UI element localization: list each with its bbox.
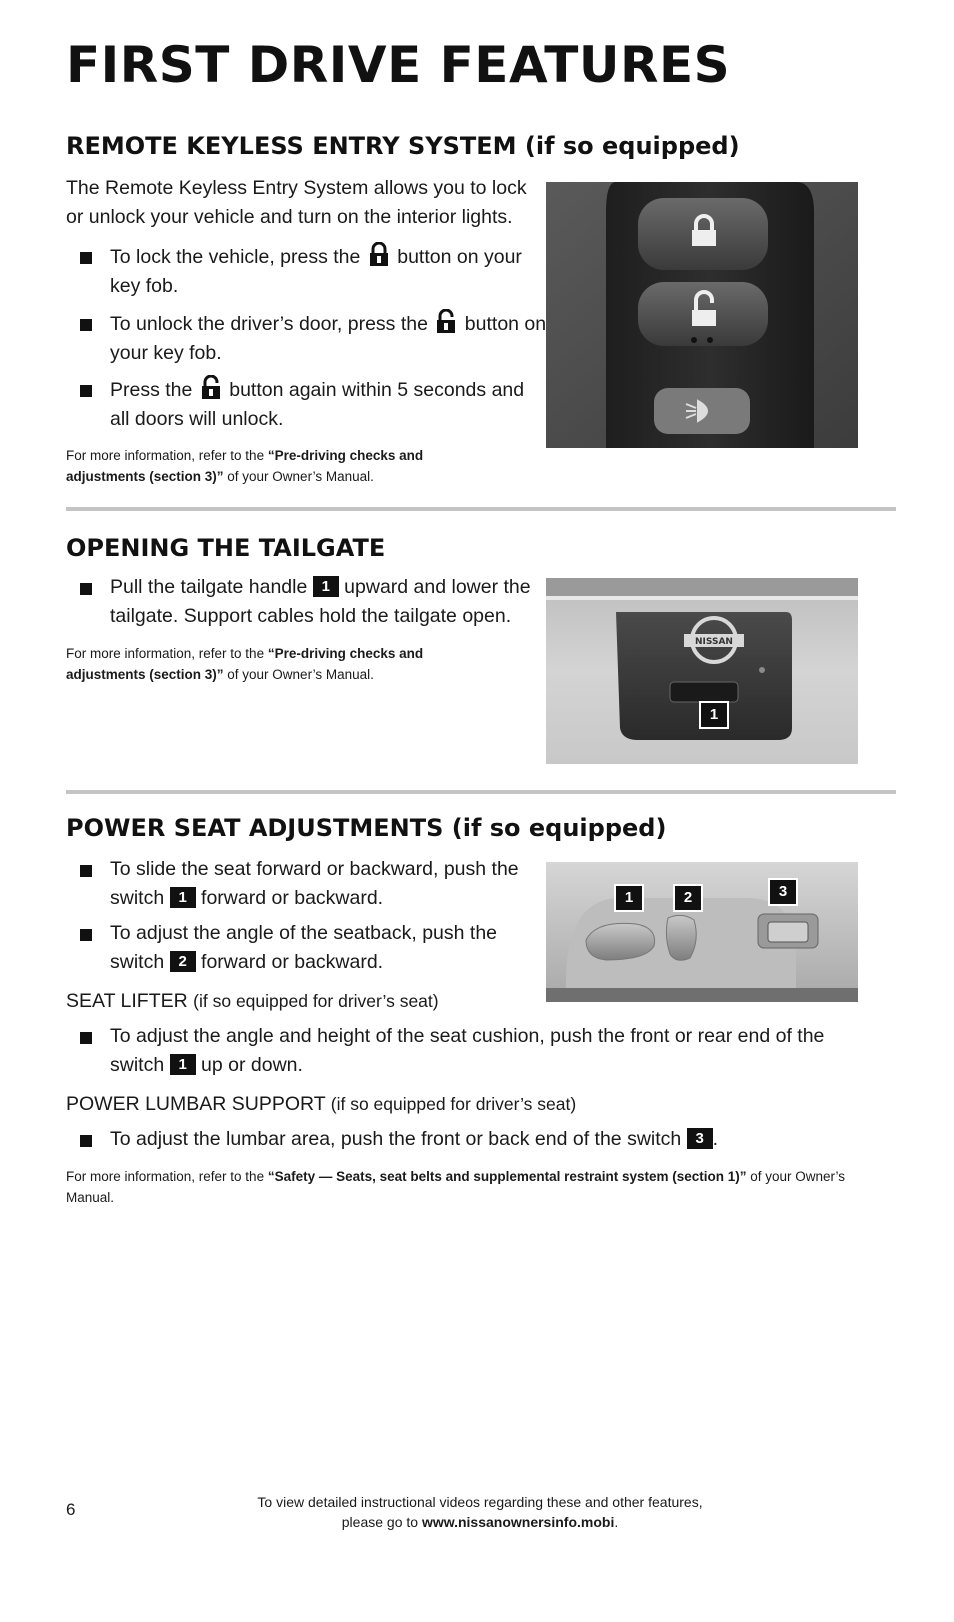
section-divider (66, 790, 896, 794)
tailgate-more-info (66, 643, 486, 685)
key-fob-photo (546, 182, 858, 448)
bullet-seatback-text-b: forward or backward. (201, 951, 384, 973)
section-heading-tailgate: OPENING THE TAILGATE (66, 534, 386, 562)
bullet-lifter-text-b: up or down. (201, 1054, 303, 1076)
bullet-unlock-all-text-a: Press the (110, 379, 193, 401)
seat-lifter-heading (66, 987, 439, 1016)
bullet-tailgate-text-a: Pull the tailgate handle (110, 576, 308, 598)
bullet-tailgate-text-b: upward and lower the tailgate. Support cables hold the tailgate open. (110, 576, 531, 627)
bullet-lock-text-b: button on your key fob. (110, 246, 522, 297)
lock-icon (368, 242, 390, 266)
footer-line2 (150, 1512, 810, 1532)
seat-lifter-qualifier: (if so equipped for driver’s seat) (193, 991, 439, 1011)
bullet-square (80, 1135, 92, 1147)
seat-lifter-title: SEAT LIFTER (66, 990, 188, 1012)
bullet-square (80, 929, 92, 941)
bullet-unlock-all-text-b: button again within 5 seconds and all doors will unlock. (110, 379, 525, 430)
tailgate-callout-1: 1 (699, 701, 729, 729)
bullet-lock-text-a: To lock the vehicle, press the (110, 246, 361, 268)
tailgate-photo (546, 578, 858, 764)
seat-callout-1: 1 (614, 884, 644, 912)
bullet-seatback-text-a: To adjust the angle of the seatback, push the switch (110, 922, 498, 973)
bullet-lumbar-text-b: . (712, 1128, 719, 1150)
section-heading-power-seat: POWER SEAT ADJUSTMENTS (if so equipped) (66, 814, 667, 842)
note-reference: “Pre-driving checks and adjustments (section 3)” (66, 646, 424, 682)
svg-text:NISSAN: NISSAN (695, 637, 733, 647)
note-reference: “Pre-driving checks and adjustments (section 3)” (66, 448, 424, 484)
bullet-square (80, 252, 92, 264)
callout-number: 2 (170, 951, 196, 972)
lumbar-qualifier: (if so equipped for driver’s seat) (330, 1094, 577, 1114)
keyless-more-info (66, 445, 486, 487)
section-divider (66, 507, 896, 511)
unlock-icon (435, 309, 457, 333)
footer-line2-prefix: please go to (341, 1514, 422, 1530)
seat-callout-3: 3 (768, 878, 798, 906)
bullet-unlock-text-a: To unlock the driver’s door, press the (110, 313, 428, 335)
unlock-icon (200, 375, 222, 399)
note-suffix: of your Owner’s Manual. (66, 1169, 846, 1205)
lumbar-title: POWER LUMBAR SUPPORT (66, 1093, 326, 1115)
bullet-lifter-text-a: To adjust the angle and height of the seat cushion, push the front or rear end of the switch (110, 1025, 825, 1076)
lumbar-heading (66, 1090, 576, 1119)
footer (150, 1492, 810, 1532)
section-heading-keyless-entry: REMOTE KEYLESS ENTRY SYSTEM (if so equipped) (66, 132, 740, 160)
callout-number: 3 (687, 1128, 713, 1149)
seat-callout-2: 2 (673, 884, 703, 912)
footer-url-link[interactable]: www.nissanownersinfo.mobi (421, 1514, 615, 1530)
callout-number: 1 (170, 1054, 196, 1075)
bullet-square (80, 319, 92, 331)
note-reference: “Safety — Seats, seat belts and supplemental restraint system (section 1)” (267, 1169, 747, 1184)
page-number: 6 (66, 1500, 76, 1519)
page-title: FIRST DRIVE FEATURES (66, 36, 731, 94)
bullet-unlock-text-b: button on your key fob. (110, 313, 547, 364)
seat-controls-photo (546, 862, 858, 1002)
note-suffix: of your Owner’s Manual. (223, 667, 374, 682)
footer-line2-suffix: . (614, 1514, 619, 1530)
bullet-slide-text-b: forward or backward. (201, 887, 384, 909)
note-prefix: For more information, refer to the (66, 1169, 268, 1184)
callout-number: 1 (170, 887, 196, 908)
bullet-square (80, 385, 92, 397)
bullet-square (80, 865, 92, 877)
note-prefix: For more information, refer to the (66, 448, 268, 463)
footer-line1: To view detailed instructional videos regarding these and other features, (257, 1494, 703, 1510)
note-suffix: of your Owner’s Manual. (223, 469, 374, 484)
seat-more-info (66, 1166, 856, 1208)
callout-number: 1 (313, 576, 339, 597)
bullet-square (80, 583, 92, 595)
bullet-lumbar-text-a: To adjust the lumbar area, push the front or back end of the switch (110, 1128, 682, 1150)
bullet-square (80, 1032, 92, 1044)
bullet-slide-text-a: To slide the seat forward or backward, push the switch (110, 858, 519, 909)
keyless-intro: The Remote Keyless Entry System allows you to lock or unlock your vehicle and turn on the interior lights. (66, 177, 527, 228)
note-prefix: For more information, refer to the (66, 646, 268, 661)
